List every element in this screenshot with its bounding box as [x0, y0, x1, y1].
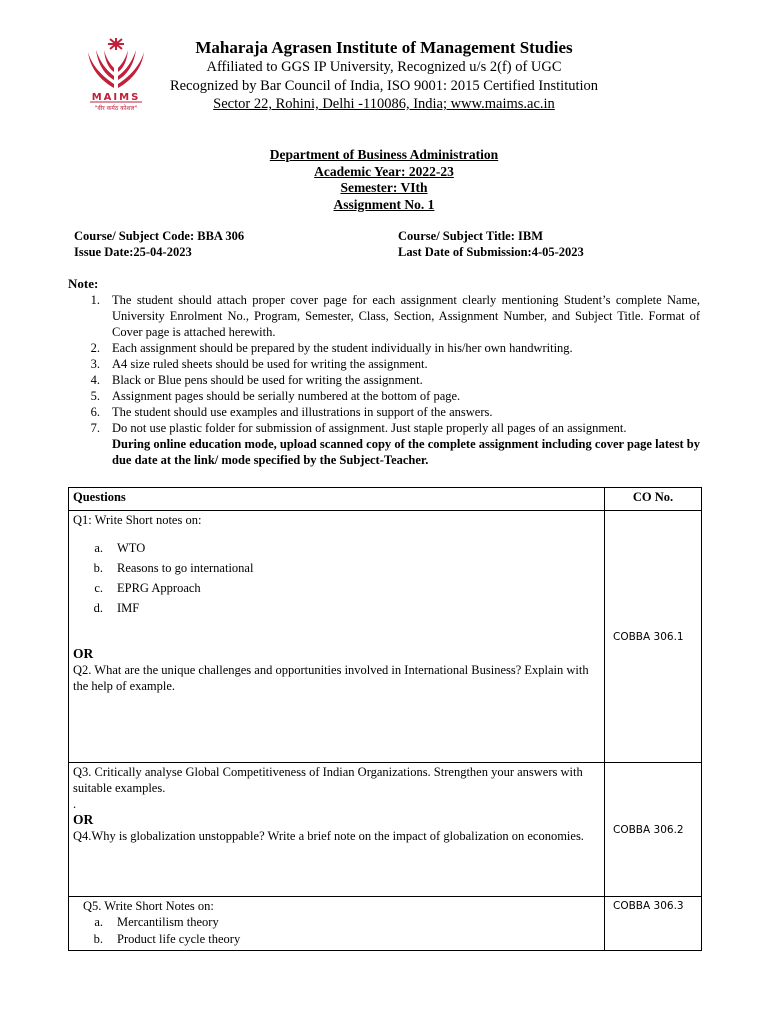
list-item	[73, 538, 600, 558]
issue-date: Issue Date:25-04-2023	[74, 245, 192, 259]
department-block	[160, 147, 608, 213]
note-number: 5.	[90, 389, 100, 403]
subpart-text: Reasons to go international	[117, 561, 254, 575]
letterhead	[160, 38, 608, 114]
question-q4: Q4.Why is globalization unstoppable? Write a brief note on the impact of globalization on economies.	[73, 829, 584, 843]
note-text: Black or Blue pens should be used for writing the assignment.	[112, 373, 423, 387]
stray-dot: .	[73, 797, 77, 811]
note-item	[68, 292, 700, 340]
online-submission-note: During online education mode, upload scanned copy of the complete assignment including cover page latest by due date at the link/ mode specified by the Subject-Teacher.	[112, 437, 700, 467]
course-info-right	[398, 228, 584, 260]
q5-subparts	[83, 914, 600, 948]
recognition-line: Recognized by Bar Council of India, ISO 9001: 2015 Certified Institution	[169, 77, 599, 94]
subject-title: Course/ Subject Title: IBM	[398, 229, 544, 243]
note-number: 3.	[90, 357, 100, 371]
logo-text: MAIMS	[91, 92, 141, 103]
note-text: A4 size ruled sheets should be used for writing the assignment.	[112, 357, 428, 371]
table-row	[69, 763, 702, 897]
table-row	[69, 897, 702, 951]
question-q3: Q3. Critically analyse Global Competitiveness of Indian Organizations. Strengthen your answers with suitable examples.	[73, 765, 583, 795]
questions-column-header: Questions	[69, 488, 605, 511]
q1-subparts	[73, 538, 600, 618]
note-number: 4.	[90, 373, 100, 387]
question-q5: Q5. Write Short Notes on:	[83, 899, 214, 913]
list-item	[83, 914, 600, 931]
last-submission-date: Last Date of Submission:4-05-2023	[398, 245, 584, 259]
subpart-marker: b.	[93, 932, 103, 946]
note-item	[68, 372, 700, 388]
list-item	[73, 558, 600, 578]
list-item	[83, 931, 600, 948]
co-number: COBBA 306.2	[605, 763, 702, 897]
note-item	[68, 356, 700, 372]
note-number: 2.	[90, 341, 100, 355]
question-cell	[69, 897, 605, 951]
list-item	[73, 578, 600, 598]
subpart-marker: c.	[94, 581, 103, 595]
list-item	[73, 598, 600, 618]
note-text: Do not use plastic folder for submission of assignment. Just staple properly all pages of an assignment.	[112, 421, 627, 435]
subpart-text: WTO	[117, 541, 146, 555]
note-item	[68, 404, 700, 420]
questions-table	[68, 487, 702, 951]
co-number: COBBA 306.1	[605, 511, 702, 763]
or-separator: OR	[73, 646, 94, 661]
institute-logo	[78, 36, 154, 112]
question-q2: Q2. What are the unique challenges and opportunities involved in International Business? Explain with the help of example.	[73, 663, 589, 693]
note-number: 7.	[90, 421, 100, 435]
subpart-text: Product life cycle theory	[117, 932, 241, 946]
academic-year: Academic Year: 2022-23	[314, 163, 454, 179]
subpart-marker: a.	[94, 915, 103, 929]
subpart-marker: b.	[93, 561, 103, 575]
table-header-row	[69, 488, 702, 511]
subject-code: Course/ Subject Code: BBA 306	[74, 229, 245, 243]
co-column-header: CO No.	[605, 488, 702, 511]
logo-emblem-icon	[78, 36, 154, 112]
subpart-marker: a.	[94, 541, 103, 555]
subpart-text: Mercantilism theory	[117, 915, 219, 929]
notes-heading: Note:	[68, 276, 99, 291]
subpart-text: IMF	[117, 601, 140, 615]
note-number: 6.	[90, 405, 100, 419]
department-name: Department of Business Administration	[269, 147, 499, 162]
subpart-text: EPRG Approach	[117, 581, 201, 595]
co-number: COBBA 306.3	[605, 897, 702, 951]
note-text: Assignment pages should be serially numbered at the bottom of page.	[112, 389, 461, 403]
course-info-left	[74, 228, 244, 260]
note-text: The student should attach proper cover page for each assignment clearly mentioning Student’s complete Name, University Enrolment No., Program, Semester, Class, Section, Assignment Number, and Subject Title. Format of Cover page is attached herewith.	[112, 293, 700, 339]
note-item	[68, 420, 700, 436]
address-line: Sector 22, Rohini, Delhi -110086, India; www.maims.ac.in	[213, 96, 555, 112]
question-q1: Q1: Write Short notes on:	[73, 513, 202, 527]
institute-name: Maharaja Agrasen Institute of Management Studies	[195, 38, 573, 57]
subpart-marker: d.	[93, 601, 103, 615]
logo-tagline: "वीर कर्मठ कोशल"	[94, 105, 138, 112]
note-text: Each assignment should be prepared by the student individually in his/her own handwriting.	[112, 341, 573, 355]
question-cell	[69, 763, 605, 897]
semester: Semester: VIth	[340, 180, 428, 195]
table-row	[69, 511, 702, 763]
note-item	[68, 388, 700, 404]
note-number: 1.	[90, 293, 100, 307]
assignment-number: Assignment No. 1	[333, 196, 435, 212]
notes-list	[68, 292, 700, 468]
note-text: The student should use examples and illustrations in support of the answers.	[112, 405, 493, 419]
question-cell	[69, 511, 605, 763]
affiliation-line: Affiliated to GGS IP University, Recognized u/s 2(f) of UGC	[206, 59, 562, 75]
note-item	[68, 340, 700, 356]
or-separator: OR	[73, 812, 94, 827]
